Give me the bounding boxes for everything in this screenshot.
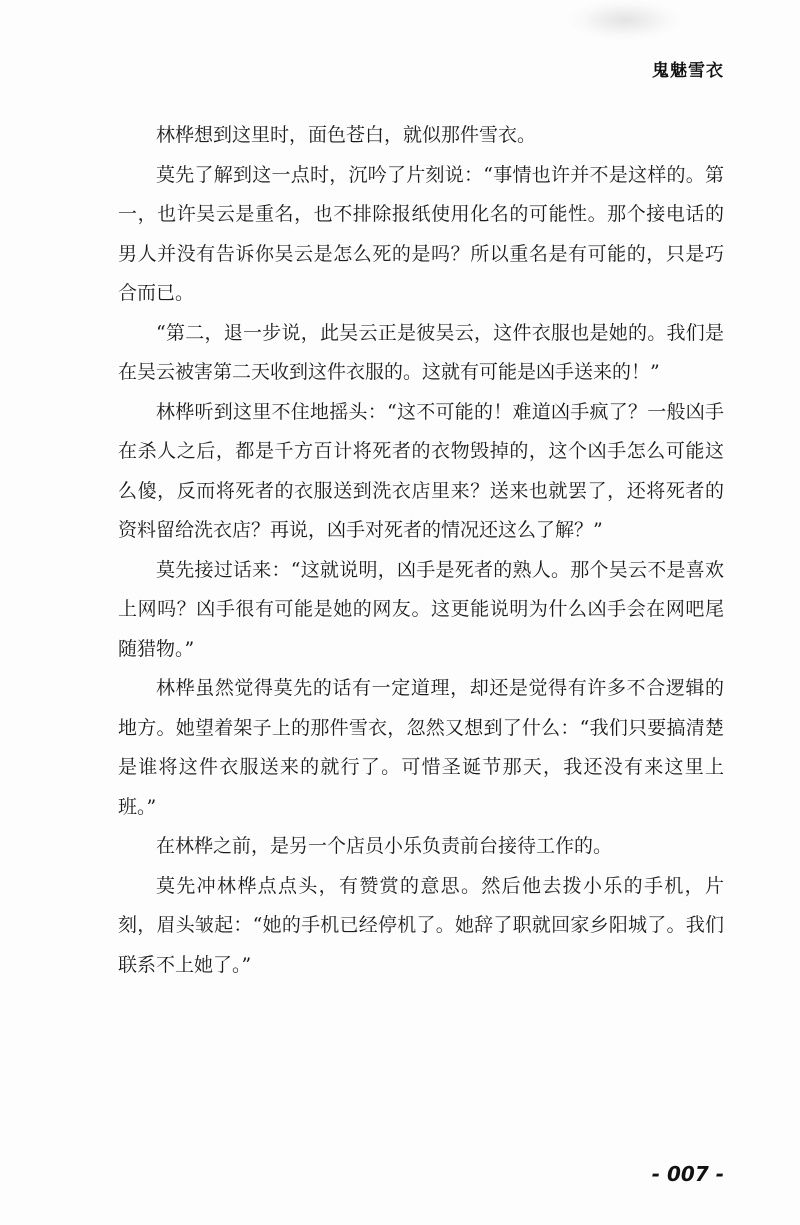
paragraph: 在林桦之前，是另一个店员小乐负责前台接待工作的。 [156, 835, 613, 857]
running-head-title: 鬼魅雪衣 [652, 61, 724, 81]
paragraph: 莫先了解到这一点时，沉吟了片刻说：“事情也许并不是这样的。第一，也许吴云是重名，也不排除报纸使用化名的可能性。那个接电话的男人并没有告诉你吴云是怎么死的是吗？所以重名是有可能的，只是巧合而已。 [118, 163, 724, 304]
body-text [118, 116, 724, 985]
paragraph: 林桦想到这里时，面色苍白，就似那件雪衣。 [156, 124, 537, 146]
header-rule [118, 93, 724, 94]
paragraph: 莫先接过话来：“这就说明，凶手是死者的熟人。那个吴云不是喜欢上网吗？凶手很有可能是她的网友。这更能说明为什么凶手会在网吧尾随猎物。” [118, 558, 724, 660]
paragraph: “第二，退一步说，此吴云正是彼吴云，这件衣服也是她的。我们是在吴云被害第二天收到这件衣服的。这就有可能是凶手送来的！” [118, 321, 724, 383]
scan-smudge [570, 0, 680, 40]
paragraph: 莫先冲林桦点点头，有赞赏的意思。然后他去拨小乐的手机，片刻，眉头皱起：“她的手机已经停机了。她辞了职就回家乡阳城了。我们联系不上她了。” [118, 874, 724, 976]
paragraph: 林桦听到这里不住地摇头：“这不可能的！难道凶手疯了？一般凶手在杀人之后，都是千方百计将死者的衣物毁掉的，这个凶手怎么可能这么傻，反而将死者的衣服送到洗衣店里来？送来也就罢了，还将死者的资料留给洗衣店？再说，凶手对死者的情况还这么了解？” [118, 400, 724, 541]
page-number: - 007 - [651, 1162, 724, 1186]
paragraph: 林桦虽然觉得莫先的话有一定道理，却还是觉得有许多不合逻辑的地方。她望着架子上的那件雪衣，忽然又想到了什么：“我们只要搞清楚是谁将这件衣服送来的就行了。可惜圣诞节那天，我还没有来这里上班。” [118, 677, 724, 818]
